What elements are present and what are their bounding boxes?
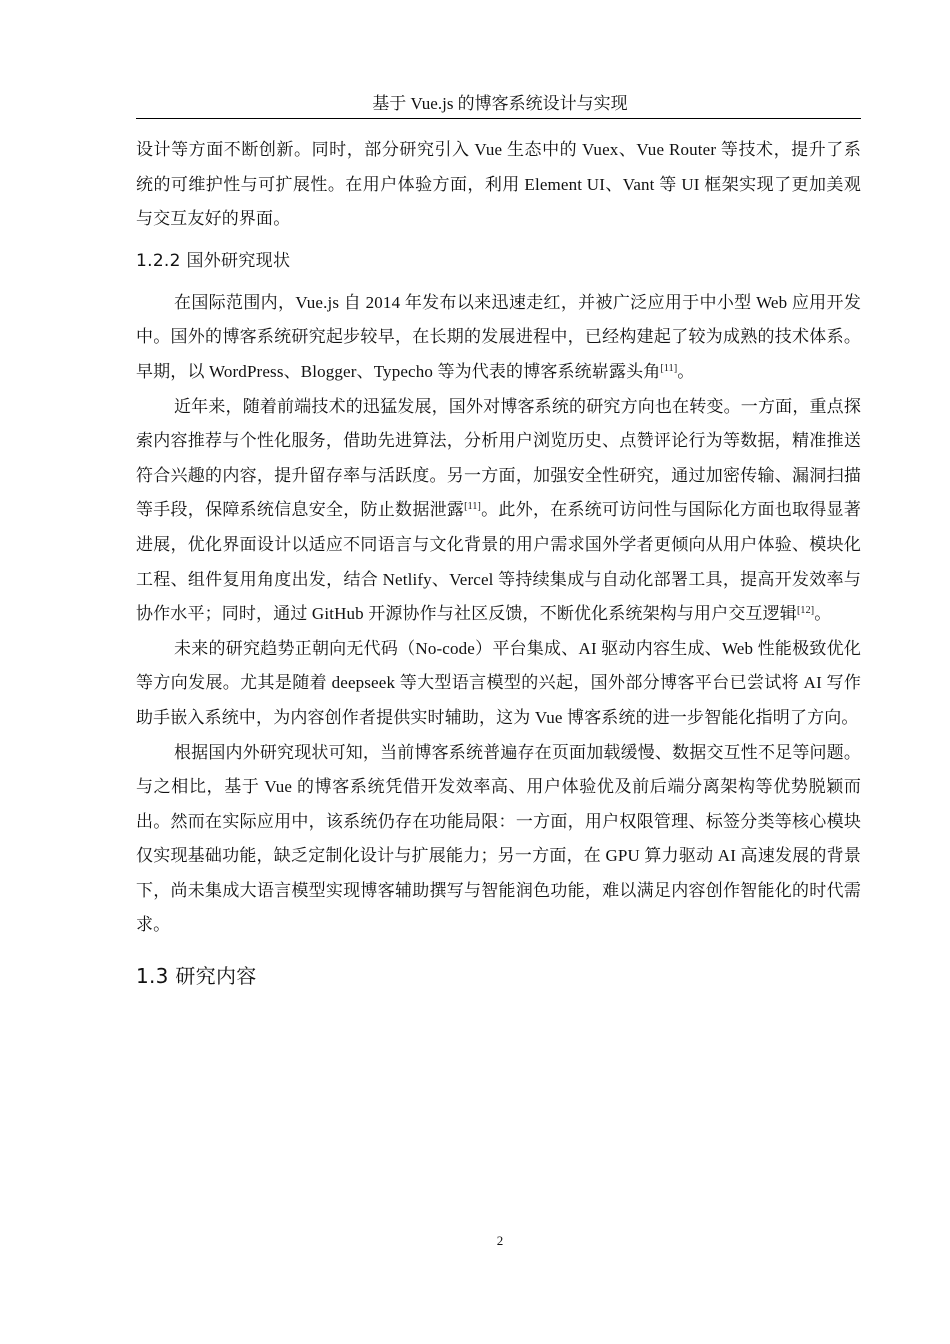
- paragraph-1: [136, 286, 861, 390]
- paragraph-2-text-a: 近年来，随着前端技术的迅猛发展，国外对博客系统的研究方向也在转变。一方面，重点探索内容推荐与个性化服务，借助先进算法，分析用户浏览历史、点赞评论行为等数据，精准推送符合兴趣的内容，提升留存率与活跃度。另一方面，加强安全性研究，通过加密传输、漏洞扫描等手段，保障系统信息安全，防止数据泄露: [136, 396, 861, 520]
- paragraph-2-end: 。: [814, 604, 832, 624]
- running-header: 基于 Vue.js 的博客系统设计与实现: [372, 94, 628, 113]
- section-heading-1-2-2: 1.2.2 国外研究现状: [136, 250, 291, 271]
- citation-11b: [11]: [464, 501, 482, 513]
- section-heading-1-3: 1.3 研究内容: [136, 964, 257, 989]
- citation-11: [11]: [660, 362, 678, 374]
- paragraph-1-text: 在国际范围内，Vue.js 自 2014 年发布以来迅速走红，并被广泛应用于中小型 Web 应用开发中。国外的博客系统研究起步较早，在长期的发展进程中，已经构建起了较为成熟的技术体系。早期，以 WordPress、Blogger、Typecho 等为代表的博客系统崭露头角: [136, 292, 861, 381]
- paragraph-3: 未来的研究趋势正朝向无代码（No-code）平台集成、AI 驱动内容生成、Web 性能极致优化等方向发展。尤其是随着 deepseek 等大型语言模型的兴起，国外部分博客平台已尝试将 AI 写作助手嵌入系统中，为内容创作者提供实时辅助，这为 Vue 博客系统的进一步智能化指明了方向。: [136, 638, 861, 727]
- header-divider: [136, 118, 861, 119]
- paragraph-1-end: 。: [677, 361, 695, 381]
- citation-12: [12]: [796, 605, 815, 617]
- paragraph-2-text-b: 。此外，在系统可访问性与国际化方面也取得显著进展，优化界面设计以适应不同语言与文化背景的用户需求国外学者更倾向从用户体验、模块化工程、组件复用角度出发，结合 Netlify、Vercel 等持续集成与自动化部署工具，提高开发效率与协作水平；同时，通过 GitHub 开源协作与社区反馈，不断优化系统架构与用户交互逻辑: [136, 500, 861, 624]
- paragraph-intro: 设计等方面不断创新。同时，部分研究引入 Vue 生态中的 Vuex、Vue Router 等技术，提升了系统的可维护性与可扩展性。在用户体验方面，利用 Element UI、Vant 等 UI 框架实现了更加美观与交互友好的界面。: [136, 140, 861, 229]
- page-number: 2: [496, 1233, 504, 1248]
- page-body: [136, 133, 861, 991]
- paragraph-2: [136, 390, 861, 632]
- paragraph-4: 根据国内外研究现状可知，当前博客系统普遍存在页面加载缓慢、数据交互性不足等问题。与之相比，基于 Vue 的博客系统凭借开发效率高、用户体验优及前后端分离架构等优势脱颖而出。然而在实际应用中，该系统仍存在功能局限：一方面，用户权限管理、标签分类等核心模块仅实现基础功能，缺乏定制化设计与扩展能力；另一方面，在 GPU 算力驱动 AI 高速发展的背景下，尚未集成大语言模型实现博客辅助撰写与智能润色功能，难以满足内容创作智能化的时代需求。: [136, 742, 861, 935]
